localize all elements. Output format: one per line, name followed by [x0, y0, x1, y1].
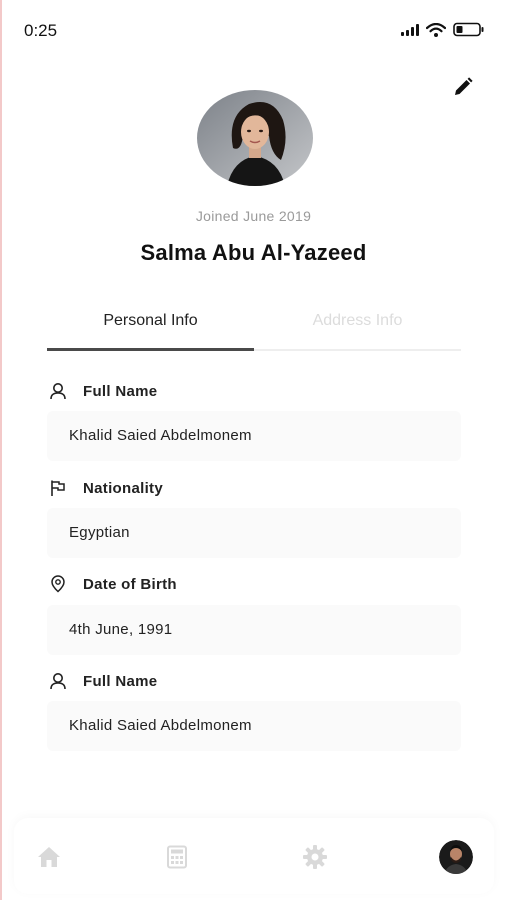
nav-calculator[interactable] [162, 842, 192, 872]
field-label-date-of-birth [47, 573, 177, 595]
tab-personal-info[interactable]: Personal Info [103, 312, 198, 329]
wifi-icon [426, 23, 446, 37]
field-value-full-name[interactable]: Khalid Saied Abdelmonem [47, 411, 461, 461]
field-label-full-name [47, 380, 157, 402]
user-icon [47, 380, 69, 402]
joined-date: Joined June 2019 [195, 208, 312, 224]
nav-profile-avatar[interactable] [439, 840, 473, 874]
field-value-nationality[interactable]: Egyptian [47, 508, 461, 558]
battery-icon [453, 22, 485, 37]
field-label-full-name-2 [47, 670, 157, 692]
location-pin-icon [47, 573, 69, 595]
flag-icon [47, 477, 69, 499]
tab-address-info[interactable]: Address Info [312, 312, 403, 329]
calculator-icon [166, 845, 188, 869]
gear-icon [302, 844, 328, 870]
nav-settings[interactable] [300, 842, 330, 872]
screen-edge [0, 0, 2, 900]
edit-profile-button[interactable] [452, 76, 474, 98]
nav-home[interactable] [34, 842, 64, 872]
profile-avatar[interactable] [197, 90, 313, 186]
field-label-text: Full Name [83, 382, 158, 400]
field-label-text: Nationality [83, 479, 163, 497]
field-label-text: Date of Birth [83, 575, 177, 593]
pencil-icon [453, 77, 473, 97]
user-icon [47, 670, 69, 692]
profile-name: Salma Abu Al-Yazeed [140, 240, 367, 265]
profile-tabs [47, 306, 461, 352]
status-bar [0, 0, 507, 58]
status-icons [401, 22, 485, 37]
tab-active-indicator [47, 348, 254, 351]
field-label-nationality [47, 477, 163, 499]
bottom-nav [14, 818, 494, 894]
field-label-text: Full Name [83, 672, 158, 690]
home-icon [36, 845, 62, 869]
field-value-full-name-2[interactable]: Khalid Saied Abdelmonem [47, 701, 461, 751]
signal-icon [401, 24, 419, 36]
field-value-date-of-birth[interactable]: 4th June, 1991 [47, 605, 461, 655]
status-time: 0:25 [24, 21, 58, 40]
